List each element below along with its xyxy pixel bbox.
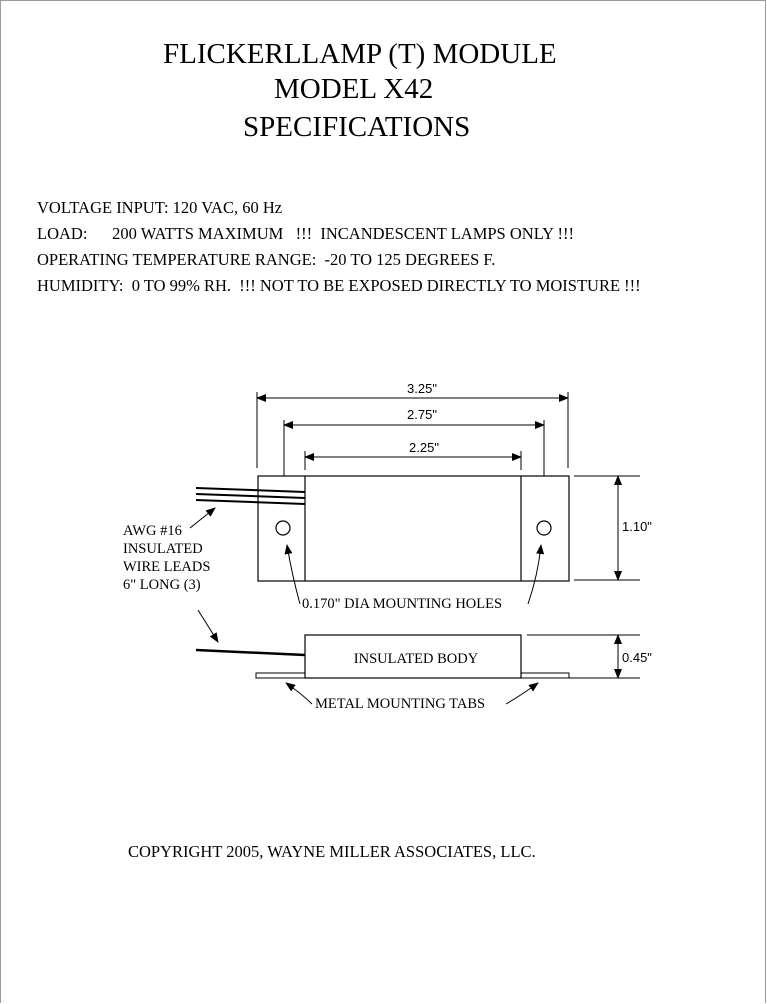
spec-humidity: HUMIDITY: 0 TO 99% RH. !!! NOT TO BE EXPOSED DIRECTLY TO MOISTURE !!! (37, 276, 641, 295)
wire-label-line-2: INSULATED (123, 541, 203, 557)
wire-label-line-1: AWG #16 (123, 523, 182, 539)
dim-overall-label: 3.25" (407, 381, 437, 396)
mounting-tabs-label: METAL MOUNTING TABS (315, 696, 486, 712)
title-line-2: MODEL X42 (274, 73, 434, 105)
wire-leads-label (123, 523, 210, 593)
mounting-holes-label: 0.170" DIA MOUNTING HOLES (302, 596, 503, 612)
dim-body-label: 2.25" (409, 440, 439, 455)
wire-lead-side (196, 650, 305, 655)
wire-label-line-3: WIRE LEADS (123, 559, 211, 575)
spec-voltage: VOLTAGE INPUT: 120 VAC, 60 Hz (37, 198, 283, 217)
mounting-hole-left (276, 521, 290, 535)
wire-label-arrow-top (190, 508, 215, 528)
wire-label-arrow-side (198, 610, 218, 642)
dim-holes-label: 2.75" (407, 407, 437, 422)
title-line-1: FLICKERLLAMP (T) MODULE (163, 38, 557, 70)
tabs-arrow-right (506, 683, 538, 704)
copyright-notice: COPYRIGHT 2005, WAYNE MILLER ASSOCIATES, LLC. (128, 842, 536, 861)
insulated-body-label: INSULATED BODY (353, 651, 479, 667)
tabs-arrow-left (286, 683, 312, 704)
title-line-3: SPECIFICATIONS (243, 111, 471, 143)
dim-width-label: 1.10" (622, 519, 652, 534)
dim-height-label: 0.45" (622, 650, 652, 665)
spec-load: LOAD: 200 WATTS MAXIMUM !!! INCANDESCENT LAMPS ONLY !!! (37, 224, 575, 243)
wire-label-line-4: 6" LONG (3) (123, 577, 201, 593)
mounting-hole-right (537, 521, 551, 535)
spec-temperature: OPERATING TEMPERATURE RANGE: -20 TO 125 DEGREES F. (37, 250, 496, 269)
